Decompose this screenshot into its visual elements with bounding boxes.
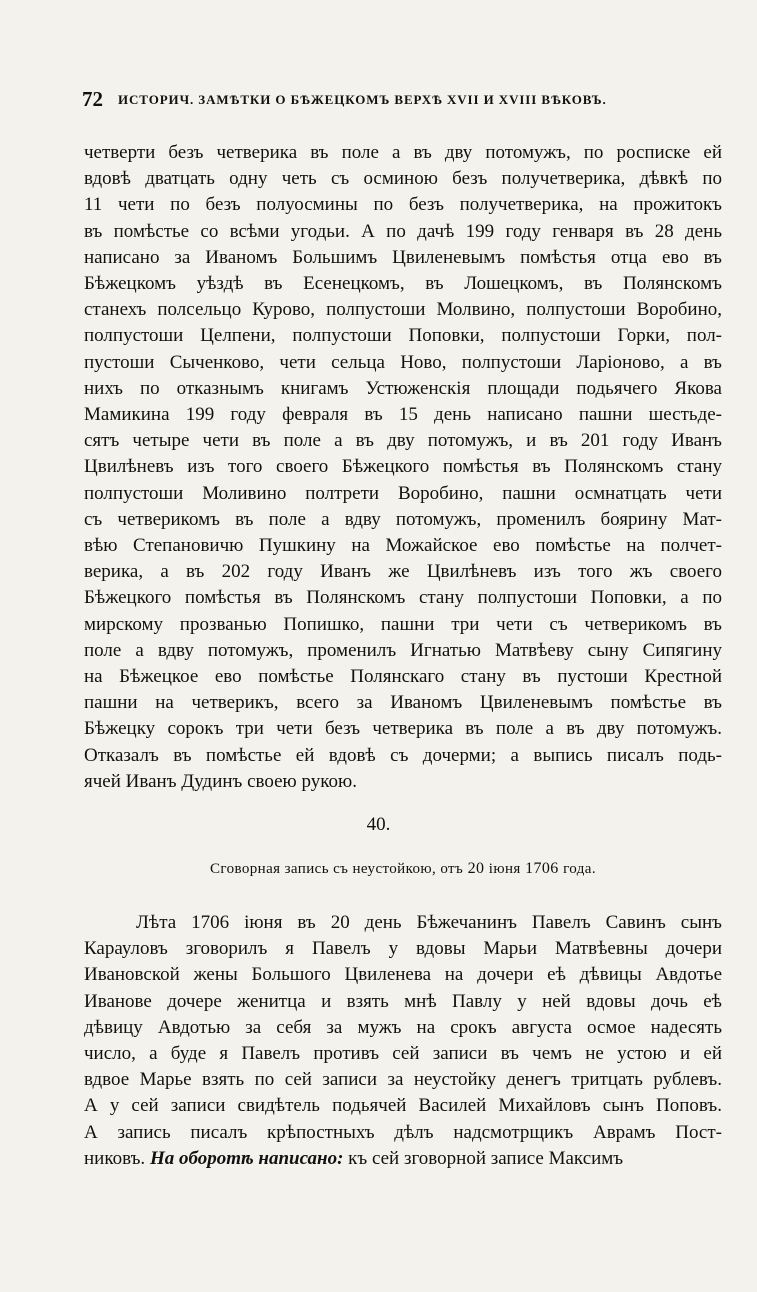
document-line: Ивановской жены Большого Цвиленева на дочери еѣ дѣвицы Авдотье [84,964,722,986]
paragraph-line: вдовѣ дватцать одну четь съ осминою безъ получетверика, дѣвкѣ по [84,168,722,190]
document-line: А запись писалъ крѣпостныхъ дѣлъ надсмотрщикъ Аврамъ Пост- [84,1121,722,1143]
section-heading-day: 20 [467,860,485,877]
section-heading-title: Сговорная запись съ неустойкою, отъ [210,861,464,877]
page-number: 72 [82,87,103,111]
paragraph-line: нихъ по отказнымъ книгамъ Устюженскія площади подьячего Якова [84,377,722,399]
document-line-last [84,1146,722,1172]
document-line: А у сей записи свидѣтель подьячей Василей Михайловъ сынъ Поповъ. [84,1095,722,1117]
paragraph-line: написано за Иваномъ Большимъ Цвиленевымъ помѣстья отца ево въ [84,246,722,268]
paragraph-line: на Бѣжецкое ево помѣстье Полянскаго стану въ пустоши Крестной [84,666,722,688]
document-text [84,910,722,1172]
paragraph-line: четверти безъ четверика въ поле а въ дву потомужъ, по росписке ей [84,142,722,163]
last-line-end: къ сей зговорной записе Максимъ [348,1147,624,1169]
paragraph-line: Бѣжецкого помѣстья въ Полянскомъ стану полпустоши Поповки, а по [84,587,722,609]
section-heading-suffix: года. [563,861,596,877]
paragraph-line: верика, а въ 202 году Иванъ же Цвилѣневъ изъ того жъ своего [84,561,722,583]
paragraph-line: 11 чети по безъ полуосмины по безъ получетверика, на прожитокъ [84,194,722,216]
paragraph-line: вѣю Степановичю Пушкину на Можайское ево помѣстье на полчет- [84,535,722,557]
paragraph-line: пустоши Сыченково, чети сельца Ново, полпустоши Ларіоново, а въ [84,351,722,373]
paragraph-line: поле а вдву потомужъ, променилъ Игнатью Матвѣеву сыну Сипягину [84,639,722,661]
paragraph-continued [84,140,722,795]
section-number: 40. [366,814,391,835]
document-line: Карауловъ зговорилъ я Павелъ у вдовы Марьи Матвѣевны дочери [84,938,722,960]
paragraph-line: станехъ полсельцо Курово, полпустоши Молвино, полпустоши Воробино, [84,299,722,321]
reverse-side-note: На оборотѣ написано: [149,1147,344,1169]
section-heading [84,858,722,880]
document-line [84,910,722,936]
paragraph-line: пашни на четверикъ, всего за Иваномъ Цвиленевымъ помѣстье въ [84,692,722,714]
document-line-text: Лѣта 1706 іюня въ 20 день Бѣжечанинъ Павелъ Савинъ сынъ [136,912,722,933]
section-heading-month: іюня [488,861,521,877]
running-title: ИСТОРИЧ. ЗАМѢТКИ О БѢЖЕЦКОМЪ ВЕРХѢ XVII И XVIII ВѢКОВЪ. [118,92,607,107]
paragraph-line: полпустоши Целпени, полпустоши Поповки, полпустоши Горки, пол- [84,325,722,347]
document-lines [84,910,722,1146]
document-line: число, а буде я Павелъ противъ сей записи въ чемъ не устою и ей [84,1043,722,1065]
section-heading-year: 1706 [525,860,559,877]
document-line: вдвое Марье взять по сей записи за неустойку денегъ тритцать рублевъ. [84,1069,722,1091]
document-line: Иванове дочере женитца и взять мнѣ Павлу у ней вдовы дочь еѣ [84,990,722,1012]
paragraph-line: съ четверикомъ въ поле а вдву потомужъ, променилъ боярину Мат- [84,508,722,530]
paragraph-line: полпустоши Моливино полтрети Воробино, пашни осмнатцать чети [84,482,722,504]
document-line: дѣвицу Авдотью за себя за мужъ на срокъ августа осмое надесять [84,1016,722,1038]
paragraph-line: Отказалъ въ помѣстье ей вдовѣ съ дочерми; а выпись писалъ подь- [84,744,722,766]
paragraph-line: въ помѣстье со всѣми угодьи. А по дачѣ 199 году генваря въ 28 день [84,220,722,242]
paragraph-line: Бѣжецку сорокъ три чети безъ четверика въ поле а въ дву потомужъ. [84,718,722,740]
running-head [82,88,682,110]
paragraph-line: ячей Иванъ Дудинъ своею рукою. [84,770,357,792]
paragraph-line: Цвилѣневъ изъ того своего Бѣжецкого помѣстья въ Полянскомъ стану [84,456,722,478]
last-line-start: никовъ. [84,1147,146,1169]
paragraph-line: Мамикина 199 году февраля въ 15 день написано пашни шестьде- [84,404,722,426]
paragraph-line: мирскому прозванью Попишко, пашни три чети съ четверикомъ въ [84,613,722,635]
paragraph-line: Бѣжецкомъ уѣздѣ въ Есенецкомъ, въ Лошецкомъ, въ Полянскомъ [84,273,722,295]
paragraph-line: сятъ четыре чети въ поле а въ дву потомужъ, и въ 201 году Иванъ [84,430,722,452]
